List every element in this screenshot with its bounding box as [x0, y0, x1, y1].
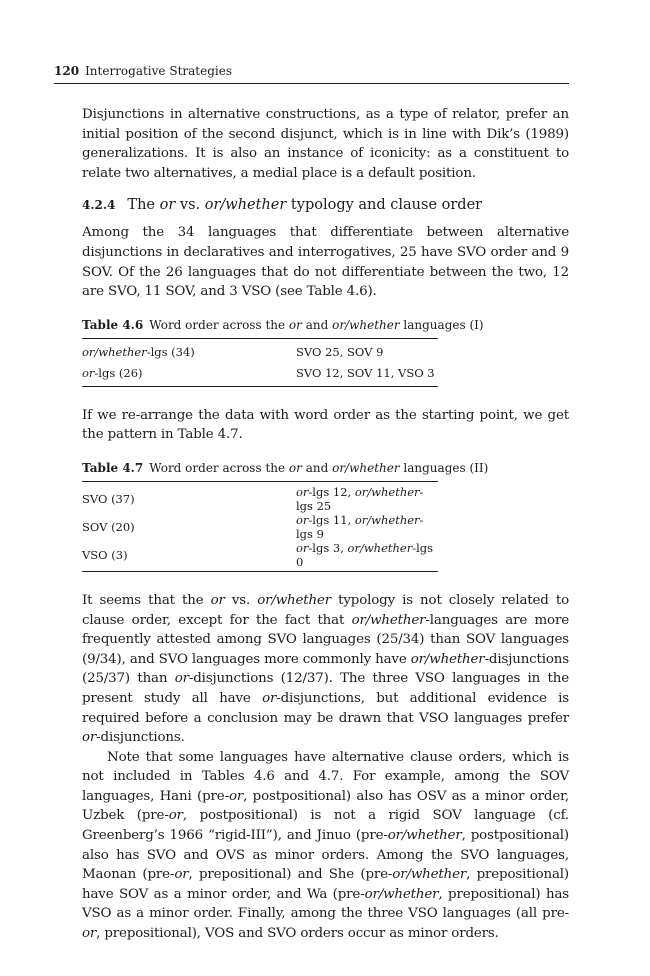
table-row — [82, 363, 438, 387]
table-cell: or-lgs 11, or/whether-lgs 9 — [296, 512, 424, 541]
table-row — [82, 541, 438, 572]
table-label: Table 4.7 — [82, 460, 144, 475]
table-cell: or-lgs 3, or/whether-lgs 0 — [296, 540, 434, 569]
paragraph-minor-orders: Note that some languages have alternative clause orders, which is not included in Tables 4.6 and 4.7. For example, among the SOV languages, Hani (pre-or, postpositional) also has OSV as a minor order, Uzbek (pre-or, postpositional) is not a rigid SOV language (cf. Greenberg’s 1966 “rigid-III”), and Jinuo (pre-or/whether, postpositional) also has SVO and OVS as minor orders. Among the SVO languages, Maonan (pre-or, prepositional) and She (pre-or/whether, prepositional) have SOV as a minor order, and Wa (pre-or/whether, prepositional) has VSO as a minor order. Finally, among the three VSO languages (all pre-or, prepositional), VOS and SVO orders occur as minor orders. — [82, 749, 570, 942]
page-number: 120 — [54, 64, 80, 78]
table-cell: SVO 12, SOV 11, VSO 3 — [296, 366, 435, 381]
paragraph-rearrange: If we re-arrange the data with word order as the starting point, we get the pattern in Table 4.7. — [82, 407, 569, 443]
paragraph-language-counts: Among the 34 languages that differentiate between alternative disjunctions in declaratives and interrogatives, 25 have SVO order and 9 SOV. Of the 26 languages that do not differentiate between the two, 12 are SVO, 11 SOV, and 3 VSO (see Table 4.6). — [82, 225, 569, 300]
paragraph-disjunction-position: Disjunctions in alternative constructions, as a type of relator, prefer an initial position of the second disjunct, which is in line with Dik’s (1989) generalizations. It is also an instance of iconicity: as a constituent to relate two alternatives, a medial place is a default position. — [82, 107, 569, 181]
table-4-6-caption: Table 4.6 Word order across the or and or/whether languages (I) — [82, 317, 484, 332]
table-cell: SOV (20) — [82, 519, 135, 534]
section-heading: 4.2.4 The or vs. or/whether typology and clause order — [82, 197, 483, 214]
paragraph-typology-discussion: It seems that the or vs. or/whether typology is not closely related to clause order, except for the fact that or/whether-languages are more frequently attested among SVO languages (25/34) than SOV languages (9/34), and SVO languages more commonly have or/whether-disjunctions (25/37) than or-disjunctions (12/37). The three VSO languages in the present study all have or-disjunctions, but additional evidence is required before a conclusion may be drawn that VSO languages prefer or-disjunctions. — [82, 592, 569, 746]
running-head — [54, 64, 569, 84]
table-4-7 — [82, 481, 438, 572]
table-row — [82, 513, 438, 541]
table-cell: or-lgs 12, or/whether-lgs 25 — [296, 484, 424, 513]
table-row — [82, 338, 438, 363]
table-row — [82, 481, 438, 513]
table-cell: or-lgs (26) — [82, 366, 143, 381]
table-label: Table 4.6 — [82, 317, 144, 332]
table-4-6 — [82, 338, 438, 387]
running-title: Interrogative Strategies — [85, 64, 232, 78]
table-cell: SVO 25, SOV 9 — [296, 345, 384, 360]
page-body — [82, 105, 569, 944]
table-cell: or/whether-lgs (34) — [82, 345, 195, 360]
table-cell: SVO (37) — [82, 491, 135, 506]
table-cell: VSO (3) — [82, 547, 128, 562]
table-4-7-caption: Table 4.7 Word order across the or and or/whether languages (II) — [82, 460, 489, 475]
section-number: 4.2.4 — [82, 198, 116, 213]
